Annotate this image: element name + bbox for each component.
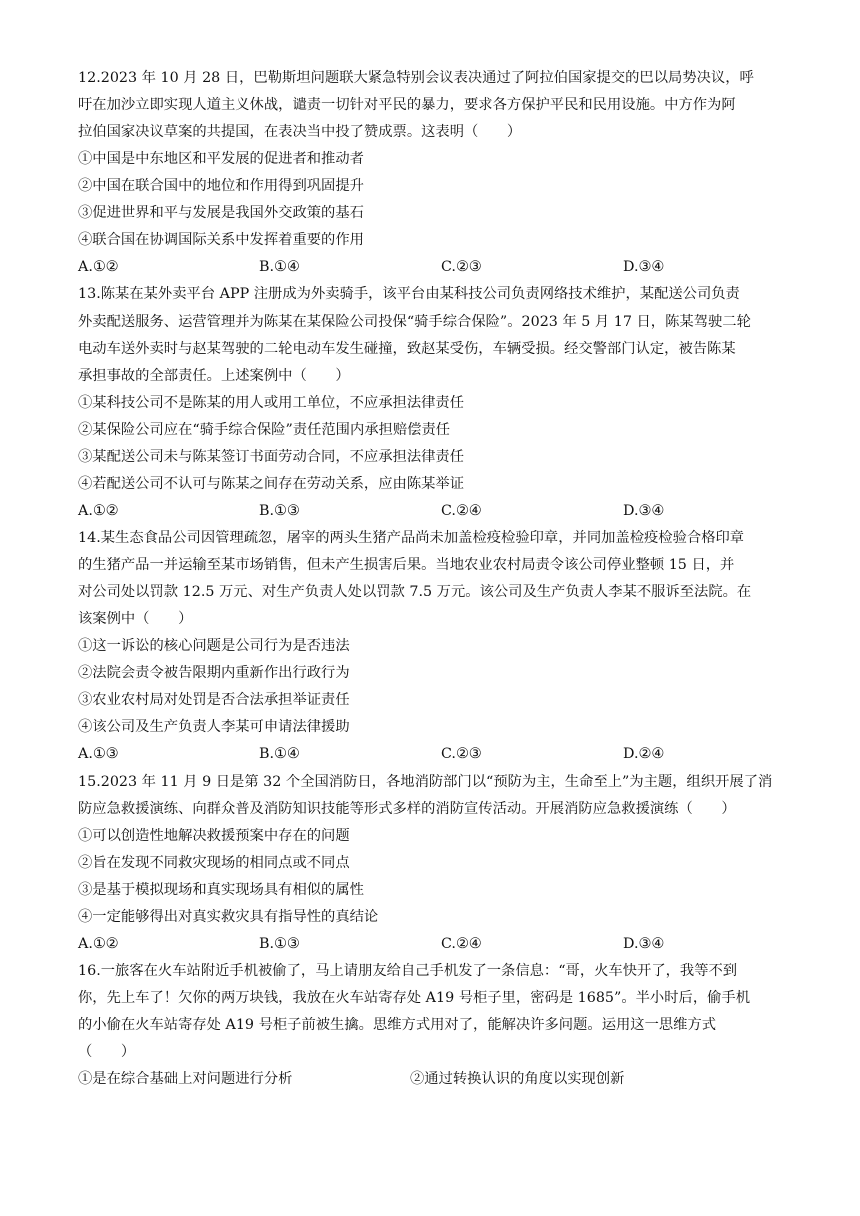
q13-option-b: B.①③ xyxy=(259,503,300,519)
q13-statement-3: ③某配送公司未与陈某签订书面劳动合同，不应承担法律责任 xyxy=(78,449,465,465)
q14-stem-line-3: 对公司处以罚款 12.5 万元、对生产负责人处以罚款 7.5 万元。该公司及生产负责人李某不服诉至法院。在 xyxy=(78,584,752,600)
q13-option-a: A.①② xyxy=(78,503,119,519)
q13-stem-line-4: 承担事故的全部责任。上述案例中（ ） xyxy=(78,368,350,384)
q15-statement-1: ①可以创造性地解决救援预案中存在的问题 xyxy=(78,828,350,844)
q14-statement-3: ③农业农村局对处罚是否合法承担举证责任 xyxy=(78,692,350,708)
q12-option-c: C.②③ xyxy=(441,259,482,275)
q13-stem-line-1: 13.陈某在某外卖平台 APP 注册成为外卖骑手，该平台由某科技公司负责网络技术维护，某配送公司负责 xyxy=(78,286,740,302)
q13-statement-4: ④若配送公司不认可与陈某之间存在劳动关系，应由陈某举证 xyxy=(78,476,465,492)
q13-statement-1: ①某科技公司不是陈某的用人或用工单位，不应承担法律责任 xyxy=(78,395,465,411)
q15-statement-2: ②旨在发现不同救灾现场的相同点或不同点 xyxy=(78,855,350,871)
q12-stem-line-3: 拉伯国家决议草案的共提国，在表决当中投了赞成票。这表明（ ） xyxy=(78,124,522,140)
q12-option-d: D.③④ xyxy=(623,259,665,275)
q12-statement-2: ②中国在联合国中的地位和作用得到巩固提升 xyxy=(78,178,364,194)
q16-stem-line-2: 你，先上车了！欠你的两万块钱，我放在火车站寄存处 A19 号柜子里，密码是 1685”。半小时后，偷手机 xyxy=(78,990,751,1006)
q14-option-c: C.②③ xyxy=(441,746,482,762)
q14-option-a: A.①③ xyxy=(78,746,119,762)
q14-stem-line-2: 的生猪产品一并运输至某市场销售，但未产生损害后果。当地农业农村局责令该公司停业整顿 15 日，并 xyxy=(78,557,735,573)
q12-option-b: B.①④ xyxy=(259,259,300,275)
q13-statement-2: ②某保险公司应在“骑手综合保险”责任范围内承担赔偿责任 xyxy=(78,422,451,438)
q16-statement-1: ①是在综合基础上对问题进行分析 xyxy=(78,1071,293,1087)
q15-option-c: C.②④ xyxy=(441,936,482,952)
q14-stem-line-1: 14.某生态食品公司因管理疏忽，屠宰的两头生猪产品尚未加盖检疫检验印章，并同加盖检疫检验合格印章 xyxy=(78,530,745,546)
q12-option-a: A.①② xyxy=(78,259,119,275)
q15-statement-3: ③是基于模拟现场和真实现场具有相似的属性 xyxy=(78,882,364,898)
q12-statement-1: ①中国是中东地区和平发展的促进者和推动者 xyxy=(78,151,364,167)
q12-stem-line-1: 12.2023 年 10 月 28 日，巴勒斯坦问题联大紧急特别会议表决通过了阿拉伯国家提交的巴以局势决议，呼 xyxy=(78,70,754,86)
q12-statement-4: ④联合国在协调国际关系中发挥着重要的作用 xyxy=(78,232,364,248)
q14-statement-2: ②法院会责令被告限期内重新作出行政行为 xyxy=(78,665,350,681)
q12-statement-3: ③促进世界和平与发展是我国外交政策的基石 xyxy=(78,205,364,221)
q15-statement-4: ④一定能够得出对真实救灾具有指导性的真结论 xyxy=(78,909,379,925)
q15-option-a: A.①② xyxy=(78,936,119,952)
q14-option-b: B.①④ xyxy=(259,746,300,762)
q15-stem-line-2: 防应急救援演练、向群众普及消防知识技能等形式多样的消防宣传活动。开展消防应急救援演练（ ） xyxy=(78,801,736,817)
q15-stem-line-1: 15.2023 年 11 月 9 日是第 32 个全国消防日，各地消防部门以“预防为主，生命至上”为主题，组织开展了消 xyxy=(78,774,773,790)
q12-stem-line-2: 吁在加沙立即实现人道主义休战，谴责一切针对平民的暴力，要求各方保护平民和民用设施。中方作为阿 xyxy=(78,97,736,113)
q13-option-c: C.②④ xyxy=(441,503,482,519)
q16-stem-line-4: （ ） xyxy=(78,1044,136,1060)
q14-option-d: D.②④ xyxy=(623,746,665,762)
q14-statement-4: ④该公司及生产负责人李某可申请法律援助 xyxy=(78,719,350,735)
q13-option-d: D.③④ xyxy=(623,503,665,519)
q13-stem-line-2: 外卖配送服务、运营管理并为陈某在某保险公司投保“骑手综合保险”。2023 年 5 月 17 日，陈某驾驶二轮 xyxy=(78,314,751,330)
q15-option-b: B.①③ xyxy=(259,936,300,952)
q14-stem-line-4: 该案例中（ ） xyxy=(78,611,193,627)
q16-stem-line-1: 16.一旅客在火车站附近手机被偷了，马上请朋友给自己手机发了一条信息：“哥，火车快开了，我等不到 xyxy=(78,963,738,979)
q14-statement-1: ①这一诉讼的核心问题是公司行为是否违法 xyxy=(78,638,350,654)
q15-option-d: D.③④ xyxy=(623,936,665,952)
q16-stem-line-3: 的小偷在火车站寄存处 A19 号柜子前被生擒。思维方式用对了，能解决许多问题。运用这一思维方式 xyxy=(78,1017,717,1033)
q13-stem-line-3: 电动车送外卖时与赵某驾驶的二轮电动车发生碰撞，致赵某受伤，车辆受损。经交警部门认定，被告陈某 xyxy=(78,341,736,357)
q16-statement-2: ②通过转换认识的角度以实现创新 xyxy=(410,1071,625,1087)
